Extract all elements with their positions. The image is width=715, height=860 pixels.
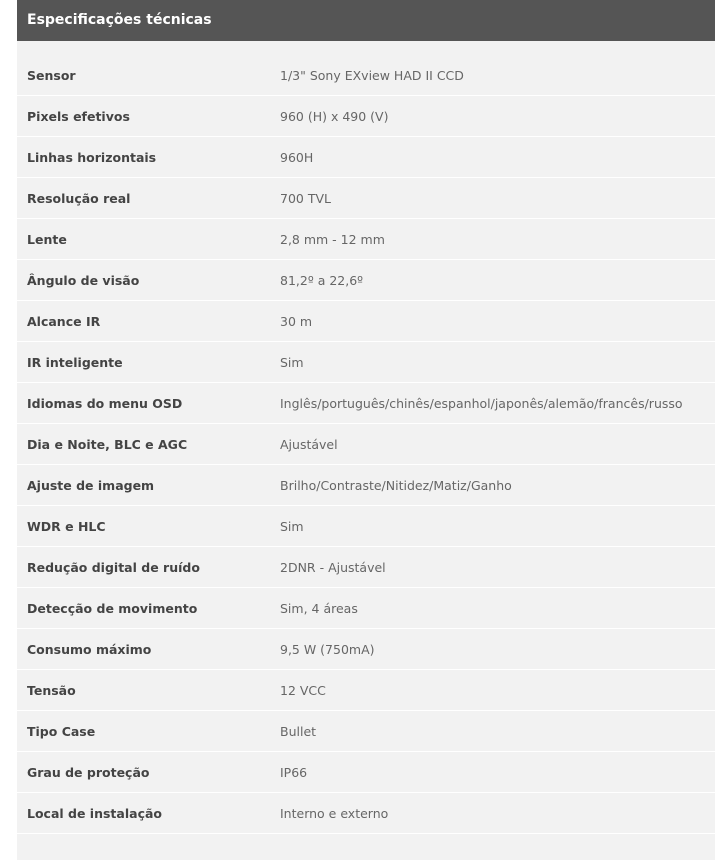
spec-label: Linhas horizontais [27, 149, 157, 165]
spec-label: Tipo Case [27, 723, 96, 739]
spec-value: Bullet [280, 723, 317, 739]
spec-value: IP66 [280, 764, 308, 780]
spec-value: 1/3" Sony EXview HAD II CCD [280, 67, 464, 83]
spec-value: 960H [280, 149, 314, 165]
spec-row-motion-detection [17, 588, 715, 629]
spec-row-image-adjust [17, 465, 715, 506]
spec-table [17, 55, 715, 834]
spec-row-ir-range [17, 301, 715, 342]
spec-row-osd-languages [17, 383, 715, 424]
spec-row-smart-ir [17, 342, 715, 383]
spec-value: Ajustável [280, 436, 338, 452]
spec-value: 960 (H) x 490 (V) [280, 108, 389, 124]
spec-row-wdr-hlc [17, 506, 715, 547]
spec-value: Sim, 4 áreas [280, 600, 358, 616]
spec-row-installation [17, 793, 715, 834]
spec-panel [17, 0, 715, 860]
spec-row-case-type [17, 711, 715, 752]
spec-row-noise-reduction [17, 547, 715, 588]
spec-value: 9,5 W (750mA) [280, 641, 375, 657]
spec-label: Detecção de movimento [27, 600, 198, 616]
spec-value: 30 m [280, 313, 313, 329]
spec-value: 2,8 mm - 12 mm [280, 231, 385, 247]
spec-label: Grau de proteção [27, 764, 150, 780]
spec-label: Resolução real [27, 190, 131, 206]
spec-value: Sim [280, 354, 304, 370]
spec-label: WDR e HLC [27, 518, 106, 534]
spec-row-resolution [17, 178, 715, 219]
spec-label: Local de instalação [27, 805, 162, 821]
spec-row-lens [17, 219, 715, 260]
section-title: Especificações técnicas [17, 0, 715, 41]
spec-row-voltage [17, 670, 715, 711]
spec-label: Lente [27, 231, 67, 247]
spec-value: 700 TVL [280, 190, 331, 206]
spec-label: Tensão [27, 682, 76, 698]
spec-label: Alcance IR [27, 313, 101, 329]
spec-label: Redução digital de ruído [27, 559, 200, 575]
spec-row-day-night [17, 424, 715, 465]
spec-label: Ângulo de visão [27, 272, 140, 288]
spec-row-lines [17, 137, 715, 178]
spec-row-sensor [17, 55, 715, 96]
spec-value: Sim [280, 518, 304, 534]
spec-label: Sensor [27, 67, 76, 83]
spec-row-power-consumption [17, 629, 715, 670]
spec-label: Idiomas do menu OSD [27, 395, 183, 411]
spec-value: 12 VCC [280, 682, 326, 698]
spec-value: 81,2º a 22,6º [280, 272, 364, 288]
spec-label: Ajuste de imagem [27, 477, 155, 493]
spec-value: Brilho/Contraste/Nitidez/Matiz/Ganho [280, 477, 512, 493]
spec-value: 2DNR - Ajustável [280, 559, 386, 575]
spec-value: Inglês/português/chinês/espanhol/japonês/alemão/francês/russo [280, 395, 683, 411]
spec-label: IR inteligente [27, 354, 123, 370]
spec-row-pixels [17, 96, 715, 137]
spec-row-angle [17, 260, 715, 301]
spec-label: Consumo máximo [27, 641, 152, 657]
spec-value: Interno e externo [280, 805, 389, 821]
spec-label: Pixels efetivos [27, 108, 130, 124]
spec-row-protection-rating [17, 752, 715, 793]
spec-label: Dia e Noite, BLC e AGC [27, 436, 188, 452]
